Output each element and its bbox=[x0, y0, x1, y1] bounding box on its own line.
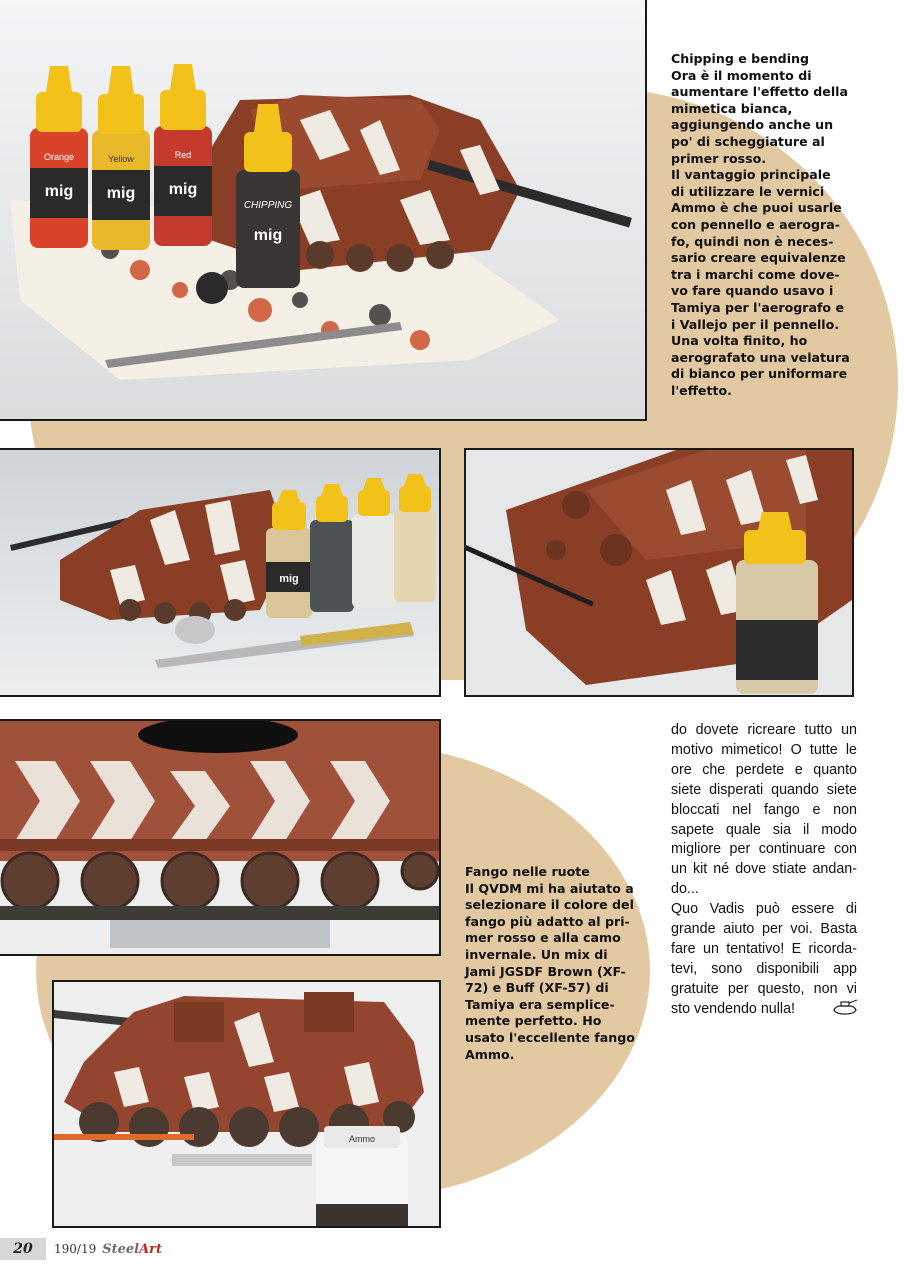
body-line: Quo Vadis può essere di bbox=[671, 901, 857, 918]
caption-line: invernale. Un mix di bbox=[465, 946, 608, 962]
page-footer bbox=[0, 1238, 162, 1260]
bottle-brand-3: mig bbox=[168, 181, 198, 198]
bottle-brand-1: mig bbox=[44, 183, 74, 200]
body-line: sapete quale sia il modo bbox=[671, 821, 857, 838]
caption-line: fo, quindi non è neces- bbox=[671, 233, 834, 249]
caption-line: l'effetto. bbox=[671, 382, 732, 398]
page-number: 20 bbox=[0, 1238, 46, 1260]
caption-line: primer rosso. bbox=[671, 150, 767, 166]
jar-label: Ammo bbox=[348, 1134, 376, 1144]
caption-line: aggiungendo anche un bbox=[671, 117, 834, 133]
magazine-logo-art: Art bbox=[139, 1241, 163, 1257]
article-body-text bbox=[671, 721, 857, 1020]
bottle-brand-2: mig bbox=[106, 185, 136, 202]
issue-number: 190/19 bbox=[54, 1242, 97, 1256]
caption-fango-title: Fango nelle ruote bbox=[465, 864, 590, 879]
bottle-brand-p2: mig bbox=[279, 573, 299, 585]
caption-fango-text bbox=[465, 881, 650, 1064]
body-line: do dovete ricreare tutto un bbox=[671, 722, 857, 738]
caption-chipping bbox=[671, 51, 893, 399]
caption-line: fango più adatto al pri- bbox=[465, 913, 630, 929]
caption-line: mimetica bianca, bbox=[671, 100, 793, 116]
caption-line: vo fare quando usavo i bbox=[671, 283, 834, 299]
caption-line: Tamiya era semplice- bbox=[465, 996, 615, 1012]
caption-line: 72) e Buff (XF-57) di bbox=[465, 980, 609, 996]
caption-fango bbox=[465, 864, 650, 1063]
body-line: do... bbox=[671, 881, 699, 898]
caption-line: Jami JGSDF Brown (XF- bbox=[465, 963, 626, 979]
photo-wheels-mud bbox=[0, 719, 441, 956]
body-line: grande aiuto per voi. Basta bbox=[671, 921, 857, 938]
body-line: motivo mimetico! O tutte le bbox=[671, 741, 857, 758]
photo-paint-bottles-tank bbox=[0, 0, 647, 421]
caption-line: mer rosso e alla camo bbox=[465, 930, 621, 946]
body-line: sto vendendo nulla! bbox=[671, 1000, 796, 1017]
tank-end-icon bbox=[832, 998, 858, 1016]
body-line: tevi, sono disponibili app bbox=[671, 960, 857, 977]
caption-line: di utilizzare le vernici bbox=[671, 183, 825, 199]
caption-line: usato l'eccellente fango bbox=[465, 1029, 635, 1045]
body-line: ore che perdete e quanto bbox=[671, 761, 857, 778]
caption-line: Una volta finito, ho bbox=[671, 333, 808, 349]
photo-tank-ammo-jar bbox=[52, 980, 441, 1228]
caption-line: con pennello e aerogra- bbox=[671, 216, 840, 232]
caption-line: Il QVDM mi ha aiutato a bbox=[465, 880, 634, 896]
caption-line: tra i marchi come dove- bbox=[671, 266, 840, 282]
bottle-label-3: Red bbox=[174, 150, 192, 160]
caption-line: di bianco per uniformare bbox=[671, 366, 848, 382]
photo-brush-closeup bbox=[464, 448, 854, 697]
caption-line: selezionare il colore del bbox=[465, 897, 634, 913]
body-line: gratuite per questo, non vi bbox=[671, 980, 857, 997]
bottle-label-chipping: CHIPPING bbox=[243, 200, 293, 211]
body-line: un kit né dove stiate andan- bbox=[671, 861, 857, 878]
caption-line: aerografato una velatura bbox=[671, 349, 850, 365]
body-line: migliore per continuare con bbox=[671, 841, 857, 858]
magazine-logo bbox=[102, 1242, 162, 1257]
body-line: bloccati nel fango e non bbox=[671, 801, 857, 818]
caption-line: Ora è il momento di bbox=[671, 67, 812, 83]
caption-line: Ammo. bbox=[465, 1046, 515, 1062]
magazine-logo-steel: Steel bbox=[102, 1241, 140, 1257]
caption-line: i Vallejo per il pennello. bbox=[671, 316, 840, 332]
caption-chipping-text bbox=[671, 68, 893, 400]
caption-line: Ammo è che puoi usarle bbox=[671, 200, 842, 216]
caption-line: Il vantaggio principale bbox=[671, 167, 831, 183]
caption-line: mente perfetto. Ho bbox=[465, 1013, 602, 1029]
photo-tank-airbrush bbox=[0, 448, 441, 697]
caption-line: Tamiya per l'aerografo e bbox=[671, 299, 845, 315]
caption-line: aumentare l'effetto della bbox=[671, 84, 848, 100]
caption-line: po' di scheggiature al bbox=[671, 133, 825, 149]
bottle-label-2: Yellow bbox=[108, 154, 134, 164]
bottle-brand-4: mig bbox=[253, 227, 283, 244]
body-line: siete disperati quando siete bbox=[671, 781, 857, 798]
caption-line: sario creare equivalenze bbox=[671, 250, 846, 266]
bottle-label-1: Orange bbox=[43, 152, 75, 162]
body-line: fare un tentativo! E ricorda- bbox=[671, 940, 857, 957]
caption-chipping-title: Chipping e bending bbox=[671, 51, 809, 66]
